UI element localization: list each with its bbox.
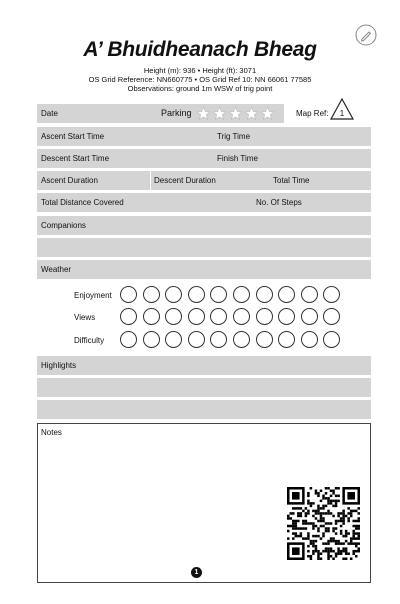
parking-stars[interactable] [196,106,276,126]
height-line: Height (m): 936 • Height (ft): 3071 [143,66,257,75]
descent-start-label: Descent Start Time [41,154,110,163]
duration-divider [150,171,151,190]
rating-circle[interactable] [210,286,227,303]
weather-row [37,260,371,279]
total-time-label: Total Time [273,176,310,185]
grid-ref-line: OS Grid Reference: NN660775 • OS Grid Ref 10: NN 66061 77585 [88,75,312,84]
highlights-row-3 [37,400,371,419]
duration-row [37,171,371,190]
star-icon[interactable] [260,106,275,121]
rating-circle[interactable] [143,286,160,303]
weather-label: Weather [41,265,72,274]
star-icon[interactable] [244,106,259,121]
rating-circle[interactable] [323,286,340,303]
rating-circle[interactable] [256,331,273,348]
steps-label: No. Of Steps [256,198,302,207]
rating-circle[interactable] [120,286,137,303]
rating-circle[interactable] [165,308,182,325]
rating-circle[interactable] [233,308,250,325]
date-label: Date [41,109,58,118]
ascent-duration-label: Ascent Duration [41,176,98,185]
distance-label: Total Distance Covered [41,198,124,207]
trig-time-label: Trig Time [217,132,251,141]
distance-steps-row [37,193,371,212]
finish-time-label: Finish Time [217,154,258,163]
rating-circle[interactable] [256,308,273,325]
highlights-row-2 [37,378,371,397]
companions-row-2 [37,238,371,257]
rating-circle[interactable] [210,308,227,325]
rating-circle[interactable] [323,331,340,348]
date-parking-row [37,104,284,123]
rating-circle[interactable] [143,308,160,325]
rating-circle[interactable] [143,331,160,348]
ascent-trig-row [37,127,371,146]
rating-label-difficulty: Difficulty [74,336,105,345]
star-icon[interactable] [196,106,211,121]
notes-label: Notes [41,428,62,437]
rating-circle[interactable] [188,331,205,348]
rating-circle[interactable] [165,286,182,303]
rating-circle[interactable] [188,308,205,325]
page-number: 1 [191,567,202,578]
rating-circle[interactable] [233,331,250,348]
highlights-row [37,356,371,375]
companions-row [37,216,371,235]
qr-code-icon [287,487,360,560]
rating-circle[interactable] [278,331,295,348]
rating-circle[interactable] [165,331,182,348]
rating-circle[interactable] [210,331,227,348]
rating-circle[interactable] [233,286,250,303]
rating-label-views: Views [74,313,96,322]
descent-finish-row [37,149,371,168]
observations-line: Observations: ground 1m WSW of trig point [127,84,273,93]
companions-label: Companions [41,221,86,230]
rating-circle[interactable] [188,286,205,303]
star-icon[interactable] [212,106,227,121]
descent-duration-label: Descent Duration [154,176,216,185]
rating-circle[interactable] [301,331,318,348]
highlights-label: Highlights [41,361,77,370]
rating-circle[interactable] [323,308,340,325]
rating-circle[interactable] [278,286,295,303]
map-ref-label: Map Ref: [296,109,329,118]
rating-circle[interactable] [301,308,318,325]
page-title: A’ Bhuidheanach Bheag [83,38,317,61]
rating-circle[interactable] [120,331,137,348]
rating-circle[interactable] [301,286,318,303]
map-ref-box [296,104,371,123]
ascent-start-label: Ascent Start Time [41,132,105,141]
rating-circle[interactable] [256,286,273,303]
rating-label-enjoyment: Enjoyment [74,291,112,300]
map-ref-value: 1 [339,109,345,118]
parking-label: Parking [161,108,192,118]
rating-circle[interactable] [120,308,137,325]
star-icon[interactable] [228,106,243,121]
rating-circle[interactable] [278,308,295,325]
